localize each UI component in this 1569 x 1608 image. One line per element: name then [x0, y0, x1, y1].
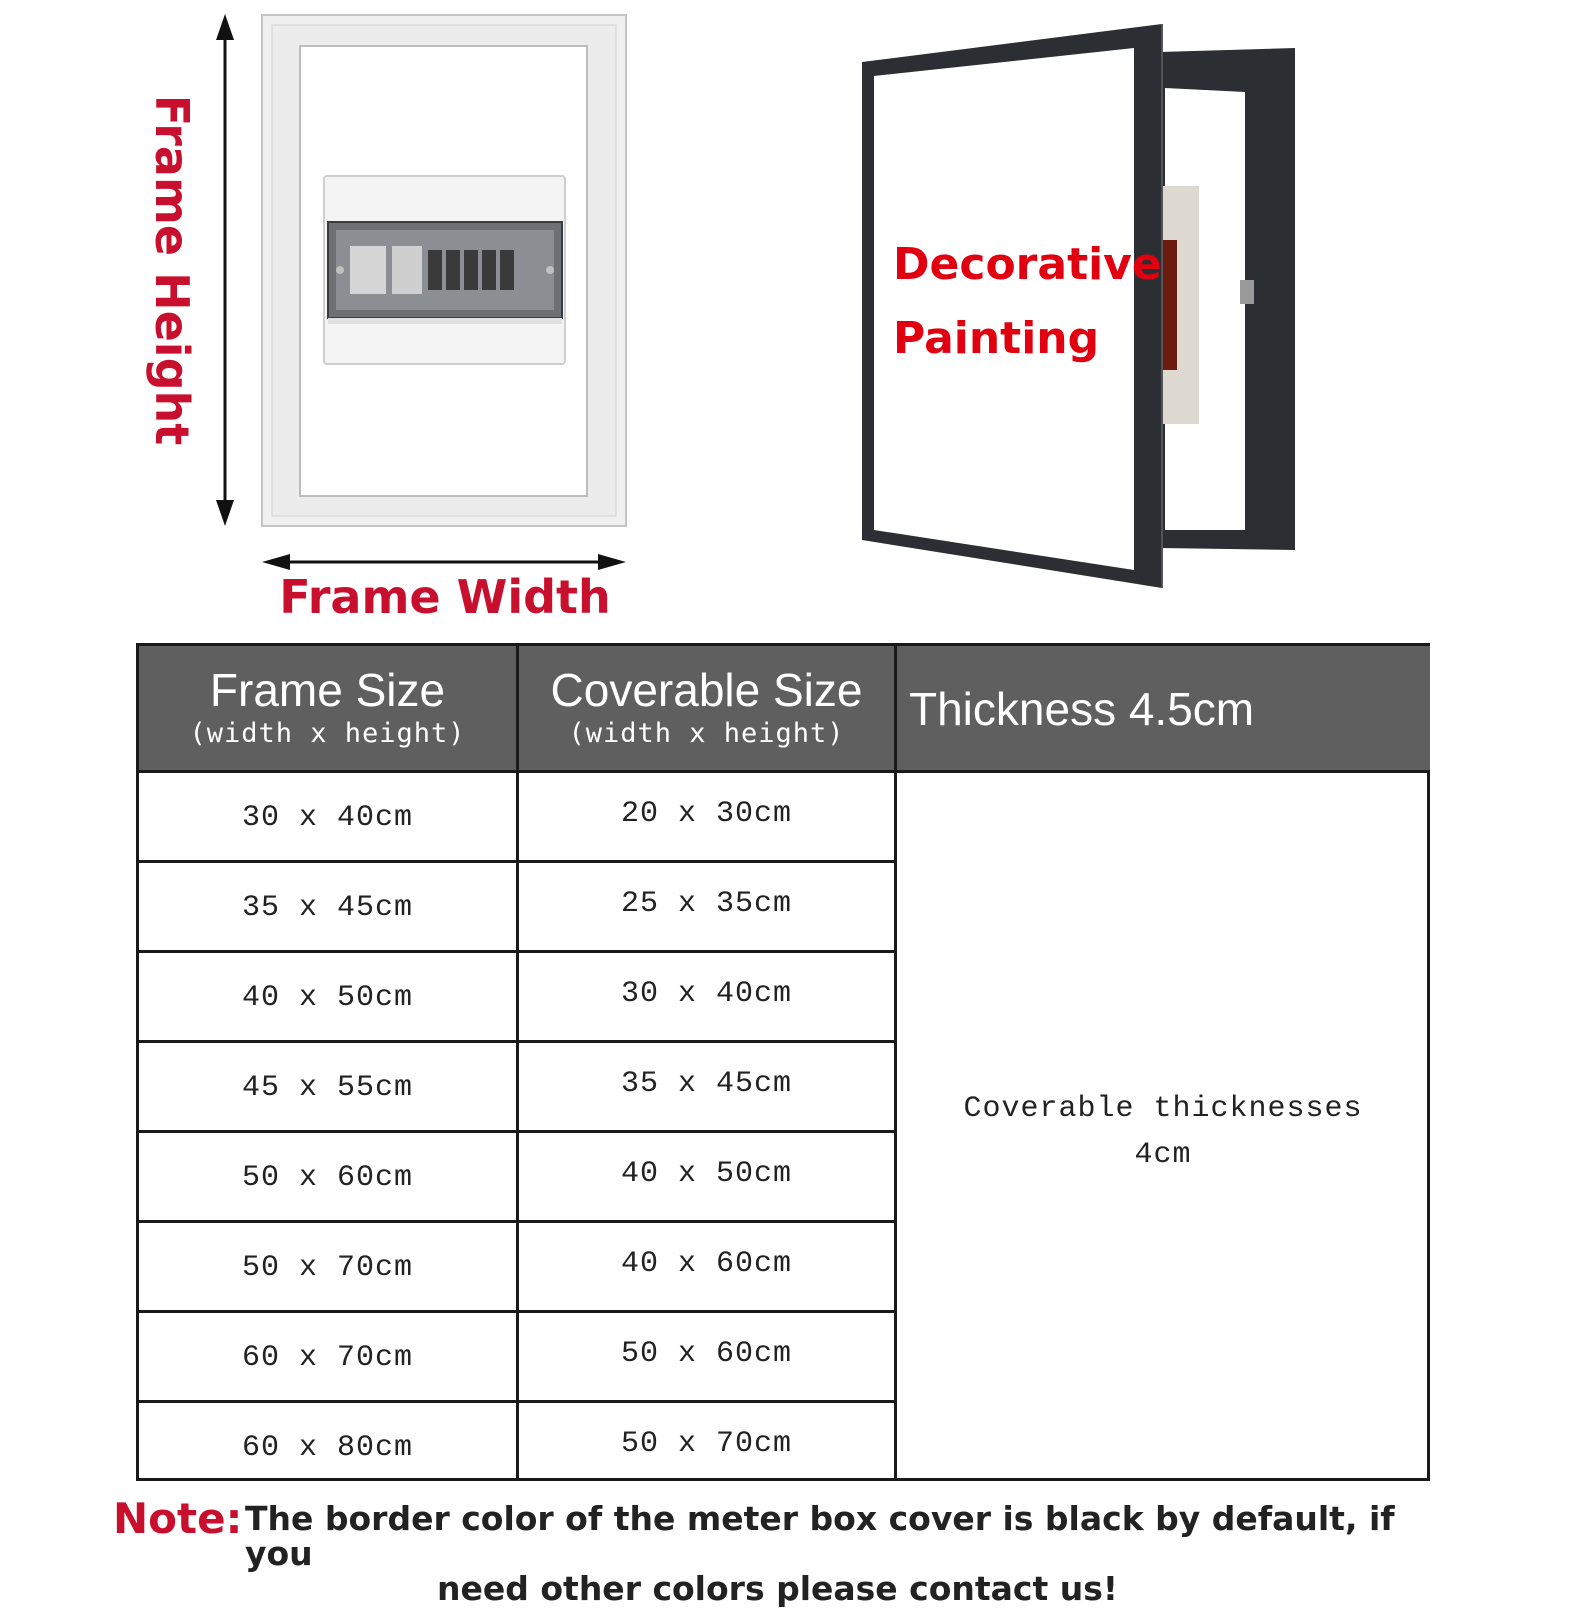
decorative-painting-text [893, 228, 1162, 376]
decorative-line-1: Decorative [893, 239, 1162, 290]
coverable-size-cell: 40 x 60cm [620, 1247, 793, 1281]
coverable-size-cell: 40 x 50cm [620, 1157, 793, 1191]
frame-size-cell: 35 x 45cm [241, 891, 414, 925]
row-divider [139, 1310, 896, 1313]
header-divider [139, 770, 1430, 773]
frame-width-label: Frame Width [279, 570, 611, 624]
note-line-1: The border color of the meter box cover is black by default, if you [245, 1499, 1395, 1573]
header-frame-size-sub: (width x height) [189, 718, 466, 749]
width-arrow [262, 554, 626, 570]
row-divider [139, 1130, 896, 1133]
frame-size-cell: 40 x 50cm [241, 981, 414, 1015]
header-frame-size-title: Frame Size [209, 664, 446, 716]
row-divider [139, 1220, 896, 1223]
frame-size-cell: 50 x 70cm [241, 1251, 414, 1285]
size-table [136, 643, 1430, 1481]
meter-box-dimension-diagram [0, 0, 700, 640]
header-coverable-size-sub: (width x height) [568, 718, 845, 749]
frame-size-cell: 50 x 60cm [241, 1161, 414, 1195]
thickness-note-line-1: Coverable thicknesses [963, 1092, 1363, 1126]
coverable-size-cell: 30 x 40cm [620, 977, 793, 1011]
coverable-size-cell: 25 x 35cm [620, 887, 793, 921]
row-divider [139, 1040, 896, 1043]
row-divider [139, 950, 896, 953]
row-divider [139, 1400, 896, 1403]
decorative-line-2: Painting [893, 313, 1100, 364]
note-line-2: need other colors please contact us! [437, 1569, 1118, 1608]
frame-size-cell: 45 x 55cm [241, 1071, 414, 1105]
row-divider [139, 860, 896, 863]
note-text [245, 1501, 1395, 1606]
header-frame-size [139, 646, 516, 772]
thickness-note-line-2: 4cm [1134, 1138, 1192, 1172]
coverable-size-cell: 35 x 45cm [620, 1067, 793, 1101]
thickness-note [896, 1086, 1430, 1178]
coverable-size-cell: 50 x 60cm [620, 1337, 793, 1371]
frame-height-label: Frame Height [145, 94, 199, 446]
coverable-size-cell: 50 x 70cm [620, 1427, 793, 1461]
header-coverable-size-title: Coverable Size [550, 664, 863, 716]
header-coverable-size [519, 646, 894, 772]
breaker-box-image [324, 176, 565, 364]
coverable-size-cell: 20 x 30cm [620, 797, 793, 831]
frame-size-cell: 30 x 40cm [241, 801, 414, 835]
note-label: Note: [113, 1494, 243, 1543]
frame-size-cell: 60 x 70cm [241, 1341, 414, 1375]
header-thickness: Thickness 4.5cm [897, 646, 1430, 772]
height-arrow [216, 14, 234, 526]
frame-size-cell: 60 x 80cm [241, 1431, 414, 1465]
